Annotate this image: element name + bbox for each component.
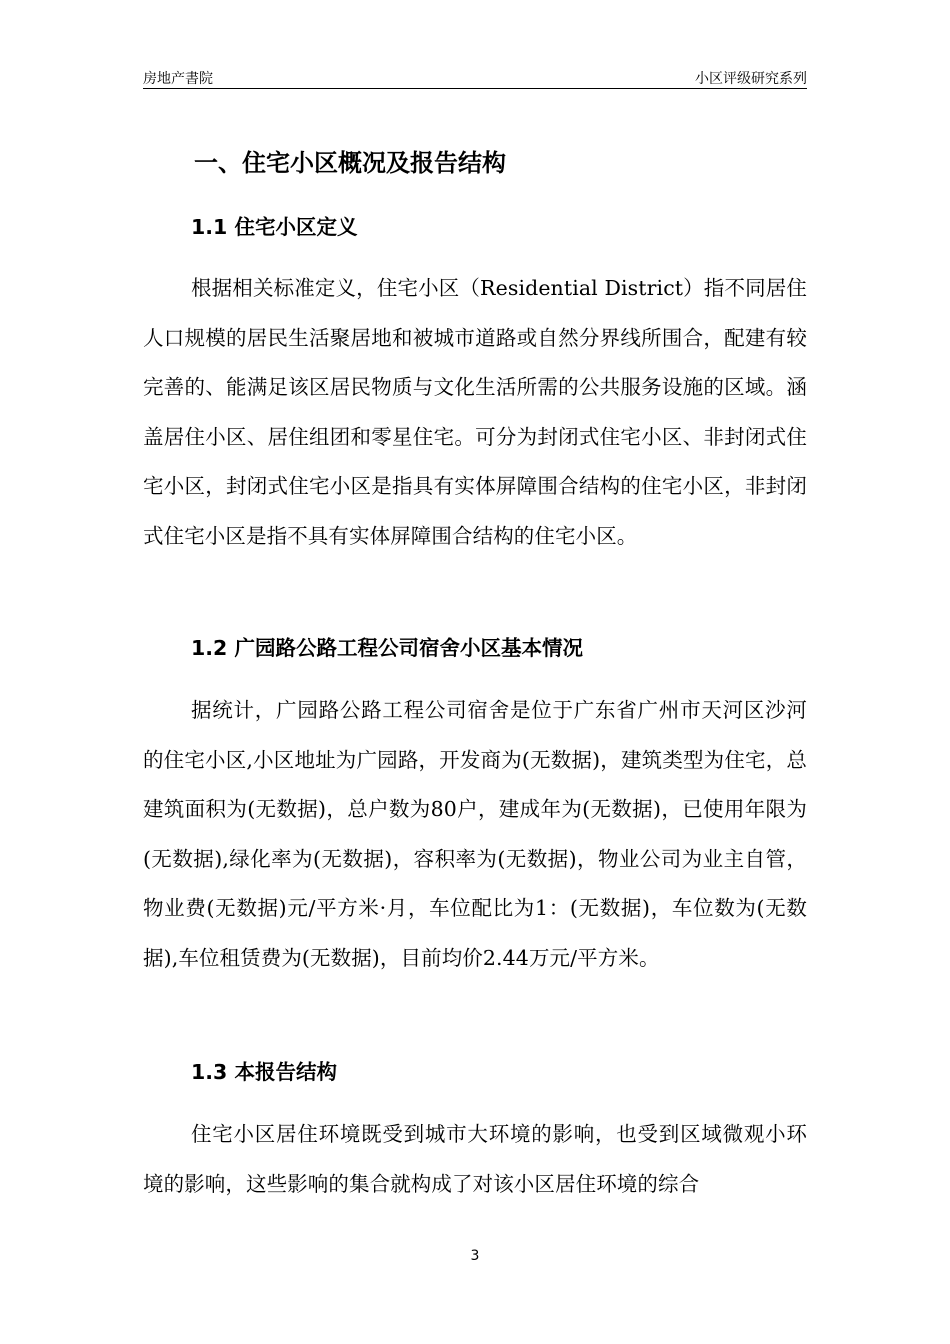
subsection-heading-1-2: 1.2 广园路公路工程公司宿舍小区基本情况 (191, 636, 583, 660)
header-series-title: 小区评级研究系列 (695, 71, 807, 87)
section-heading: 一、住宅小区概况及报告结构 (194, 149, 506, 177)
subsection-heading-1-3: 1.3 本报告结构 (191, 1060, 337, 1084)
paragraph-report-structure: 住宅小区居住环境既受到城市大环境的影响，也受到区域微观小环境的影响，这些影响的集合就构成了对该小区居住环境的综合 (143, 1122, 807, 1196)
page-number: 3 (470, 1248, 480, 1264)
paragraph-basic-info: 据统计，广园路公路工程公司宿舍是位于广东省广州市天河区沙河的住宅小区,小区地址为广园路，开发商为(无数据)，建筑类型为住宅，总建筑面积为(无数据)，总户数为80户，建成年为(无数据)，已使用年限为(无数据),绿化率为(无数据)，容积率为(无数据)，物业公司为业主自管，物业费(无数据)元/平方米·月，车位配比为1：(无数据)，车位数为(无数据),车位租赁费为(无数据)，目前均价2.44万元/平方米。 (143, 698, 807, 970)
paragraph-definition: 根据相关标准定义，住宅小区（Residential District）指不同居住人口规模的居民生活聚居地和被城市道路或自然分界线所围合，配建有较完善的、能满足该区居民物质与文化生活所需的公共服务设施的区域。涵盖居住小区、居住组团和零星住宅。可分为封闭式住宅小区、非封闭式住宅小区，封闭式住宅小区是指具有实体屏障围合结构的住宅小区，非封闭式住宅小区是指不具有实体屏障围合结构的住宅小区。 (143, 276, 807, 548)
page-header (143, 66, 807, 89)
header-publisher: 房地产書院 (143, 71, 213, 87)
subsection-heading-1-1: 1.1 住宅小区定义 (191, 215, 358, 239)
